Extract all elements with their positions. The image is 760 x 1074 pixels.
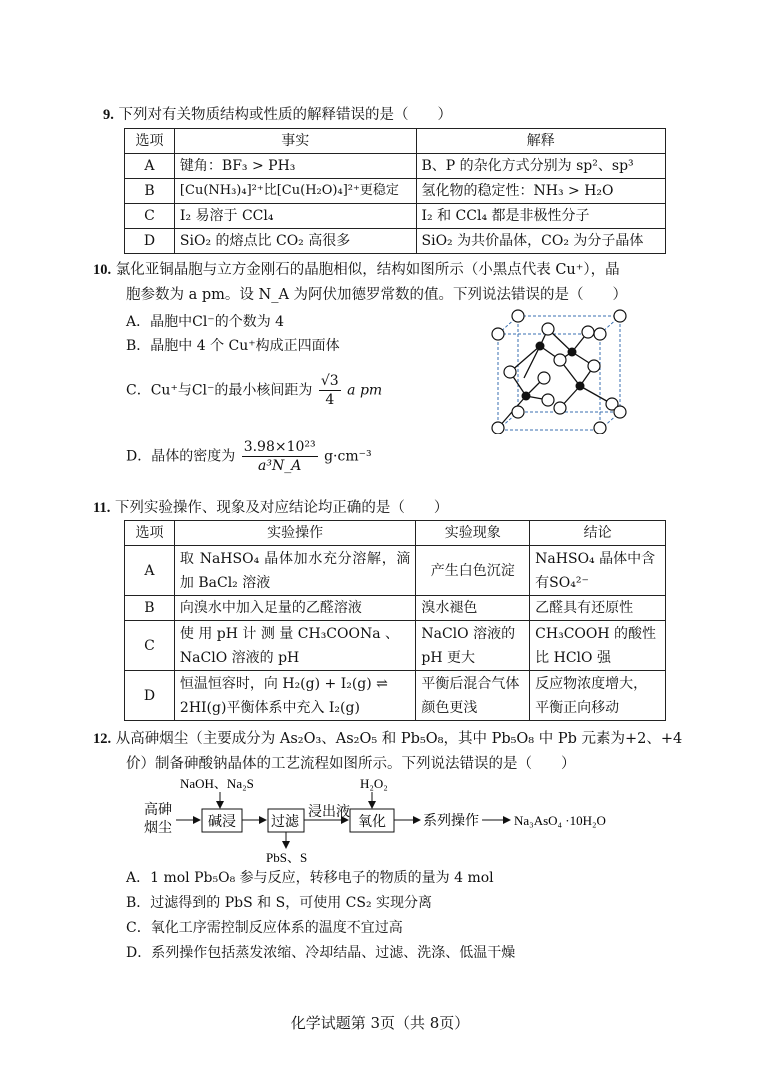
numerator: 3.98×10²³ [243, 439, 316, 455]
header-cell: 事实 [174, 129, 416, 154]
residue-label: PbS、S [266, 850, 308, 865]
table-row [125, 671, 666, 721]
option-c-suffix: a pm [347, 382, 383, 399]
table-row [125, 621, 666, 671]
series-operation-label: 系列操作 [423, 814, 479, 829]
header-cell: 结论 [530, 521, 666, 546]
table-row [125, 229, 666, 254]
box-filter-label: 过滤 [271, 815, 299, 830]
question-number: 9. [103, 107, 114, 123]
option-cell: C [125, 204, 175, 229]
question-number: 11. [93, 500, 111, 516]
conclusion-cell: 反应物浓度增大，平衡正向移动 [530, 671, 666, 721]
option-cell: B [125, 596, 175, 621]
conclusion-cell: 乙醛具有还原性 [530, 596, 666, 621]
q10-option-b: B．晶胞中 4 个 Cu⁺构成正四面体 [126, 338, 340, 354]
reagent-h2o2: H₂O₂ [360, 776, 388, 791]
fact-cell: SiO₂ 的熔点比 CO₂ 高很多 [174, 229, 416, 254]
explanation-cell: I₂ 和 CCl₄ 都是非极性分子 [416, 204, 665, 229]
feed-label-2: 烟尘 [144, 821, 172, 836]
header-cell: 实验现象 [416, 521, 530, 546]
q12-option-c: C．氧化工序需控制反应体系的温度不宜过高 [126, 920, 403, 936]
operation-cell: 使 用 pH 计 测 量 CH₃COONa 、NaClO 溶液的 pH [174, 621, 415, 671]
explanation-cell: SiO₂ 为共价晶体，CO₂ 为分子晶体 [416, 229, 665, 254]
question-number: 12. [93, 731, 112, 747]
feed-label-1: 高砷 [144, 803, 172, 818]
question-text-line2: 胞参数为 a pm。设 N_A 为阿伏加德罗常数的值。下列说法错误的是（ ） [126, 287, 628, 303]
box-alkali-leach-label: 碱浸 [208, 815, 236, 830]
explanation-cell: B、P 的杂化方式分别为 sp²、sp³ [416, 154, 665, 179]
phenomenon-cell: 平衡后混合气体颜色更浅 [416, 671, 530, 721]
fact-cell: 键角：BF₃ > PH₃ [174, 154, 416, 179]
explanation-cell: 氢化物的稳定性：NH₃ > H₂O [416, 179, 665, 204]
crystal-cell-diagram [488, 308, 634, 434]
option-cell: B [125, 179, 175, 204]
question-number: 10. [93, 262, 112, 278]
reagent-naoh-na2s: NaOH、Na₂S [180, 776, 254, 791]
conclusion-cell: CH₃COOH 的酸性比 HClO 强 [530, 621, 666, 671]
question-text: 下列对有关物质结构或性质的解释错误的是（ ） [118, 107, 452, 123]
q10-option-c [126, 372, 382, 409]
option-cell: A [125, 154, 175, 179]
box-oxidation-label: 氧化 [358, 815, 386, 830]
question-9-stem [103, 103, 452, 128]
header-cell: 实验操作 [174, 521, 415, 546]
option-cell: D [125, 671, 175, 721]
phenomenon-cell: NaClO 溶液的 pH 更大 [416, 621, 530, 671]
table-row [125, 596, 666, 621]
process-flow-diagram [140, 772, 630, 868]
option-cell: D [125, 229, 175, 254]
q12-option-d: D．系列操作包括蒸发浓缩、冷却结晶、过滤、洗涤、低温干燥 [126, 945, 516, 961]
question-12-stem [93, 727, 682, 752]
fact-cell: I₂ 易溶于 CCl₄ [174, 204, 416, 229]
phenomenon-cell: 产生白色沉淀 [416, 546, 530, 596]
question-text: 下列实验操作、现象及对应结论均正确的是（ ） [114, 500, 449, 516]
q9-table [124, 128, 666, 254]
q11-table [124, 520, 666, 721]
option-c-prefix: C．Cu⁺与Cl⁻的最小核间距为 [126, 382, 313, 399]
q12-option-b: B．过滤得到的 PbS 和 S，可使用 CS₂ 实现分离 [126, 895, 433, 911]
option-d-suffix: g·cm⁻³ [324, 448, 372, 465]
question-text-line1: 从高砷烟尘（主要成分为 As₂O₃、As₂O₅ 和 Pb₅O₈，其中 Pb₅O₈ 中 Pb 元素为+2、+4 [115, 731, 683, 747]
fact-cell: [Cu(NH₃)₄]²⁺比[Cu(H₂O)₄]²⁺更稳定 [174, 179, 416, 204]
header-cell: 解释 [416, 129, 665, 154]
denominator: a³N_A [258, 458, 302, 474]
operation-cell: 向溴水中加入足量的乙醛溶液 [174, 596, 415, 621]
question-11-stem [93, 496, 448, 521]
header-cell: 选项 [125, 521, 175, 546]
table-row [125, 546, 666, 596]
q12-option-a: A．1 mol Pb₅O₈ 参与反应，转移电子的物质的量为 4 mol [126, 870, 494, 886]
q10-option-a: A．晶胞中Cl⁻的个数为 4 [126, 314, 285, 330]
question-10-stem [93, 258, 620, 283]
q10-option-d [126, 438, 372, 475]
option-cell: A [125, 546, 175, 596]
table-header-row [125, 129, 666, 154]
product-label: Na₃AsO₄ ·10H₂O [514, 813, 606, 828]
table-row [125, 204, 666, 229]
operation-cell: 恒温恒容时，向 H₂(g) + I₂(g) ⇌ 2HI(g)平衡体系中充入 I₂(g) [174, 671, 415, 721]
phenomenon-cell: 溴水褪色 [416, 596, 530, 621]
table-header-row [125, 521, 666, 546]
option-d-prefix: D．晶体的密度为 [126, 448, 236, 465]
question-10-stem-line2 [126, 283, 627, 308]
operation-cell: 取 NaHSO₄ 晶体加水充分溶解，滴加 BaCl₂ 溶液 [174, 546, 415, 596]
numerator: √3 [320, 373, 339, 389]
filtrate-label: 浸出液 [308, 805, 350, 820]
table-row [125, 179, 666, 204]
fraction [319, 372, 341, 409]
page-footer: 化学试题第 3页（共 8页） [290, 1014, 470, 1032]
question-text-line1: 氯化亚铜晶胞与立方金刚石的晶胞相似，结构如图所示（小黑点代表 Cu⁺），晶 [115, 262, 620, 278]
header-cell: 选项 [125, 129, 175, 154]
fraction [242, 438, 318, 475]
denominator: 4 [325, 392, 335, 408]
option-cell: C [125, 621, 175, 671]
conclusion-cell: NaHSO₄ 晶体中含有SO₄²⁻ [530, 546, 666, 596]
question-text-line2: 价）制备砷酸钠晶体的工艺流程如图所示。下列说法错误的是（ ） [126, 756, 576, 772]
table-row [125, 154, 666, 179]
